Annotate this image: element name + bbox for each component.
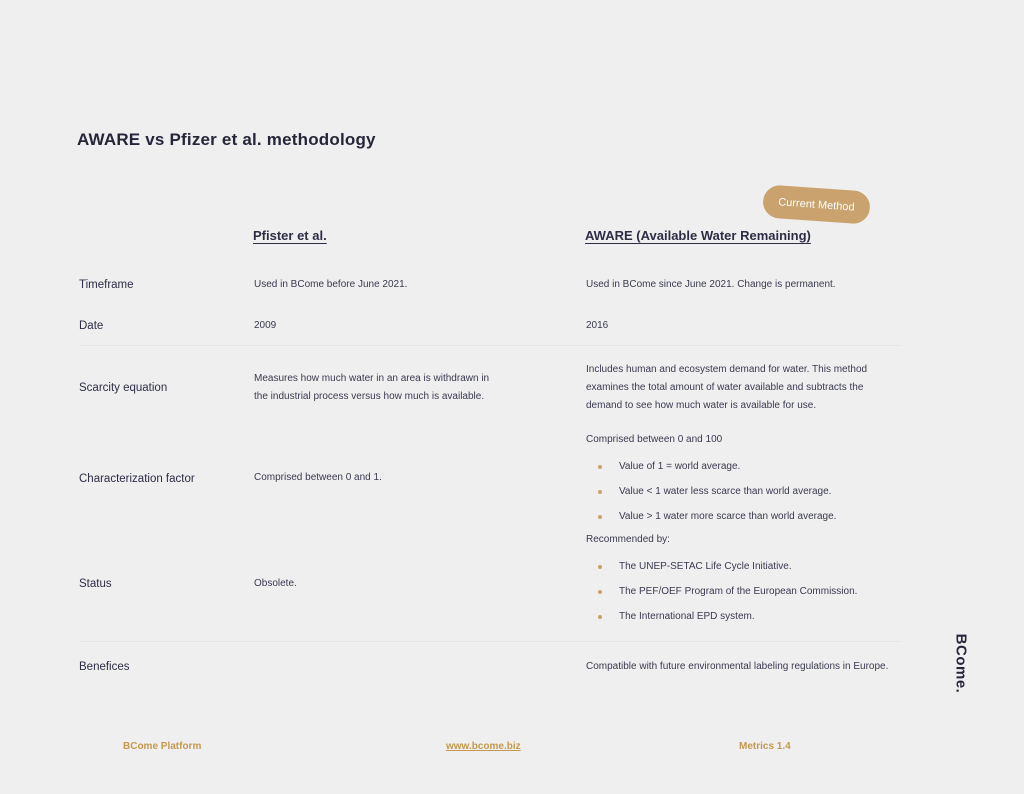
row-label-benefices: Benefices <box>79 661 130 673</box>
timeframe-aware: Used in BCome since June 2021. Change is permanent. <box>586 279 836 290</box>
bullet-icon <box>598 565 602 569</box>
row-divider <box>79 641 901 642</box>
scarcity-aware: Includes human and ecosystem demand for water. This method examines the total amount of water available and subtracts the demand to see how much water is available for use. <box>586 364 868 411</box>
bullet-icon <box>598 465 602 469</box>
brand-logo: BCome. <box>952 633 970 694</box>
column-header-pfister: Pfister et al. <box>253 228 327 243</box>
row-divider <box>79 345 901 346</box>
status-pfister: Obsolete. <box>254 578 297 589</box>
row-label-scarcity: Scarcity equation <box>79 382 168 394</box>
characterization-pfister: Comprised between 0 and 1. <box>254 472 382 483</box>
footer-website-link[interactable]: www.bcome.biz <box>446 741 521 752</box>
row-label-characterization: Characterization factor <box>79 473 195 485</box>
current-method-badge: Current Method <box>762 184 871 224</box>
bullet-icon <box>598 590 602 594</box>
timeframe-pfister: Used in BCome before June 2021. <box>254 279 408 290</box>
benefices-aware: Compatible with future environmental labeling regulations in Europe. <box>586 661 889 672</box>
row-label-date: Date <box>79 320 104 332</box>
status-aware-intro: Recommended by: <box>586 534 670 545</box>
bullet-icon <box>598 515 602 519</box>
date-aware: 2016 <box>586 320 609 331</box>
page-title: AWARE vs Pfizer et al. methodology <box>77 130 376 149</box>
row-label-status: Status <box>79 578 112 590</box>
bullet-icon <box>598 615 602 619</box>
footer-metrics: Metrics 1.4 <box>739 741 791 752</box>
scarcity-pfister: Measures how much water in an area is withdrawn in the industrial process versus how much is available. <box>254 373 490 402</box>
bullet-icon <box>598 490 602 494</box>
footer-platform: BCome Platform <box>123 741 202 752</box>
row-label-timeframe: Timeframe <box>79 279 134 291</box>
column-header-aware: AWARE (Available Water Remaining) <box>585 228 811 243</box>
characterization-aware-intro: Comprised between 0 and 100 <box>586 434 723 445</box>
date-pfister: 2009 <box>254 320 277 331</box>
